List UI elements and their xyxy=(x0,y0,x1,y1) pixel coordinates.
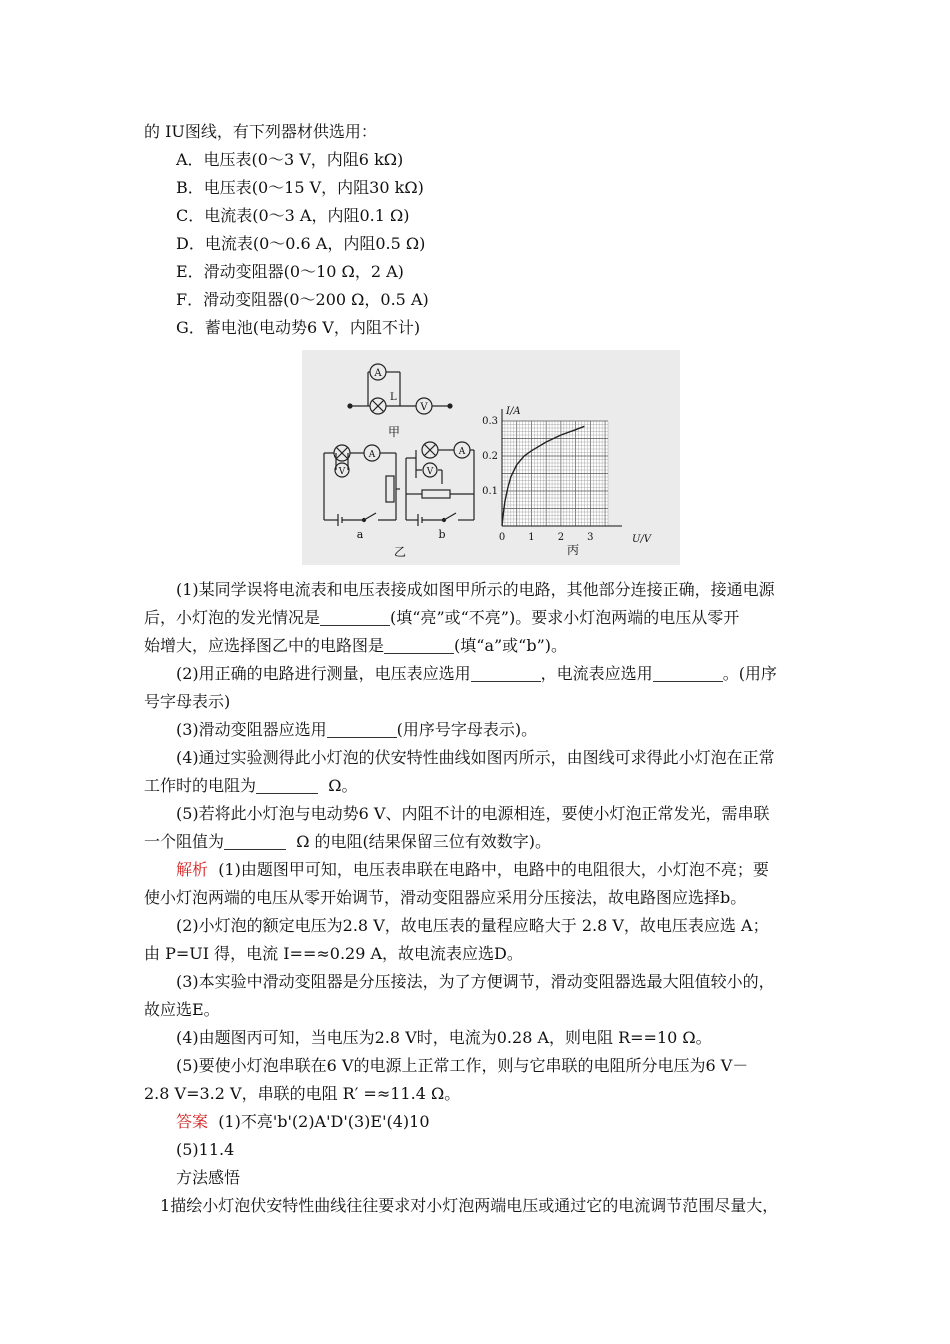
label-b: b xyxy=(438,528,446,541)
a-voltmeter-symbol: V xyxy=(338,467,346,477)
q2-line1 xyxy=(176,660,856,688)
q4-pre: 工作时的电阻为 xyxy=(144,776,257,795)
q1-line3-post: (填“a”或“b”)。 xyxy=(454,636,568,655)
x-tick-label: 1 xyxy=(528,532,535,543)
option-f: F．滑动变阻器(0～200 Ω，0.5 A) xyxy=(176,290,429,309)
q5-pre: 一个阻值为 xyxy=(144,832,225,851)
a-ammeter-symbol: A xyxy=(368,450,376,460)
q5-line1: (5)若将此小灯泡与电动势6 V、内阻不计的电源相连，要使小灯泡正常发光，需串联 xyxy=(176,804,770,823)
b-ammeter-symbol: A xyxy=(458,447,466,457)
q3-pre: (3)滑动变阻器应选用 xyxy=(176,720,327,739)
solution-line4: 由 P=UI 得，电流 I==≈0.29 A，故电流表应选D。 xyxy=(144,944,523,963)
solution-line7: (4)由题图丙可知，当电压为2.8 V时，电流为0.28 A，则电阻 R==10 Ω。 xyxy=(176,1028,712,1047)
chart-grid xyxy=(502,421,608,526)
circuit-figure xyxy=(302,350,680,565)
blank-resistance xyxy=(256,775,318,794)
daan-label: 答案 xyxy=(176,1112,209,1131)
q4-line2 xyxy=(144,772,824,800)
label-yi: 乙 xyxy=(393,545,407,559)
q1-line2-post: (填“亮”或“不亮”)。要求小灯泡两端的电压从零开 xyxy=(390,608,740,627)
voltmeter-symbol: V xyxy=(420,402,428,413)
method-text: 描绘小灯泡伏安特性曲线往往要求对小灯泡两端电压或通过它的电流调节范围尽量大， xyxy=(170,1196,779,1215)
option-g: G．蓄电池(电动势6 V，内阻不计) xyxy=(176,318,421,337)
problem-intro: 的 IU图线，有下列器材供选用： xyxy=(144,122,377,141)
method-line1 xyxy=(160,1192,840,1220)
q5-post: Ω 的电阻(结果保留三位有效数字)。 xyxy=(296,832,552,851)
label-a: a xyxy=(356,528,364,541)
circuit-a xyxy=(324,445,400,526)
y-axis-label: I/A xyxy=(506,406,521,417)
q5-line2 xyxy=(144,828,824,856)
x-tick-label: 3 xyxy=(587,532,594,543)
b-voltmeter-symbol: V xyxy=(426,467,434,477)
solution-1a: (1)由题图甲可知，电压表串联在电路中，电路中的电阻很大，小灯泡不亮；要 xyxy=(218,860,769,879)
x-tick-label: 0 xyxy=(498,532,506,543)
option-e: E．滑动变阻器(0～10 Ω，2 A) xyxy=(176,262,404,281)
solution-line8: (5)要使小灯泡串联在6 V的电源上正常工作，则与它串联的电阻所分电压为6 V－ xyxy=(176,1056,749,1075)
q1-line2-pre: 后，小灯泡的发光情况是 xyxy=(144,608,321,627)
blank-rheostat xyxy=(327,719,397,738)
jiexi-label: 解析 xyxy=(176,860,209,879)
y-tick-label: 0.3 xyxy=(482,416,498,427)
q2-post: 。(用序 xyxy=(722,664,777,683)
q1-line3-pre: 始增大，应选择图乙中的电路图是 xyxy=(144,636,385,655)
q1-line1: (1)某同学误将电流表和电压表接成如图甲所示的电路，其他部分连接正确，接通电源 xyxy=(176,580,775,599)
blank-ammeter xyxy=(653,663,723,682)
solution-line9: 2.8 V=3.2 V，串联的电阻 R′ =≈11.4 Ω。 xyxy=(144,1084,461,1103)
q1-line2 xyxy=(144,604,824,632)
solution-line5: (3)本实验中滑动变阻器是分压接法，为了方便调节，滑动变阻器选最大阻值较小的， xyxy=(176,972,775,991)
q4-line1: (4)通过实验测得此小灯泡的伏安特性曲线如图丙所示，由图线可求得此小灯泡在正常 xyxy=(176,748,775,767)
x-tick-label: 2 xyxy=(557,532,565,543)
solution-line3: (2)小灯泡的额定电压为2.8 V，故电压表的量程应略大于 2.8 V，故电压表应选 A； xyxy=(176,916,769,935)
q2-mid: ，电流表应选用 xyxy=(540,664,653,683)
solution-line2: 使小灯泡两端的电压从零开始调节，滑动变阻器应采用分压接法，故电路图应选择b。 xyxy=(144,888,747,907)
label-jia: 甲 xyxy=(387,425,401,439)
q1-line3 xyxy=(144,632,824,660)
option-a: A．电压表(0～3 V，内阻6 kΩ) xyxy=(176,150,404,169)
lamp-label: L xyxy=(390,392,397,403)
answer-line1 xyxy=(176,1108,856,1136)
q3-line xyxy=(176,716,856,744)
blank-brightness xyxy=(320,607,390,626)
q2-line2: 号字母表示) xyxy=(144,692,231,711)
option-b: B．电压表(0～15 V，内阻30 kΩ) xyxy=(176,178,424,197)
option-c: C．电流表(0～3 A，内阻0.1 Ω) xyxy=(176,206,410,225)
q4-post: Ω。 xyxy=(328,776,358,795)
blank-circuit xyxy=(384,635,454,654)
y-tick-label: 0.1 xyxy=(482,486,498,497)
method-title: 方法感悟 xyxy=(176,1168,241,1187)
x-axis-label: U/V xyxy=(632,534,652,545)
label-bing: 丙 xyxy=(566,543,580,557)
answer-1: (1)不亮'b'(2)A'D'(3)E'(4)10 xyxy=(218,1112,430,1131)
blank-series-resistance xyxy=(224,831,286,850)
y-tick-label: 0.2 xyxy=(482,451,498,462)
blank-voltmeter xyxy=(471,663,541,682)
solution-line1 xyxy=(176,856,856,884)
option-d: D．电流表(0～0.6 A，内阻0.5 Ω) xyxy=(176,234,426,253)
answer-line2: (5)11.4 xyxy=(176,1140,235,1159)
ammeter-symbol: A xyxy=(374,368,382,379)
solution-line6: 故应选E。 xyxy=(144,1000,220,1019)
figure-svg xyxy=(302,350,680,565)
q3-post: (用序号字母表示)。 xyxy=(396,720,538,739)
list-number: 1 xyxy=(160,1196,171,1215)
q2-pre: (2)用正确的电路进行测量，电压表应选用 xyxy=(176,664,471,683)
circuit-jia xyxy=(348,364,452,414)
